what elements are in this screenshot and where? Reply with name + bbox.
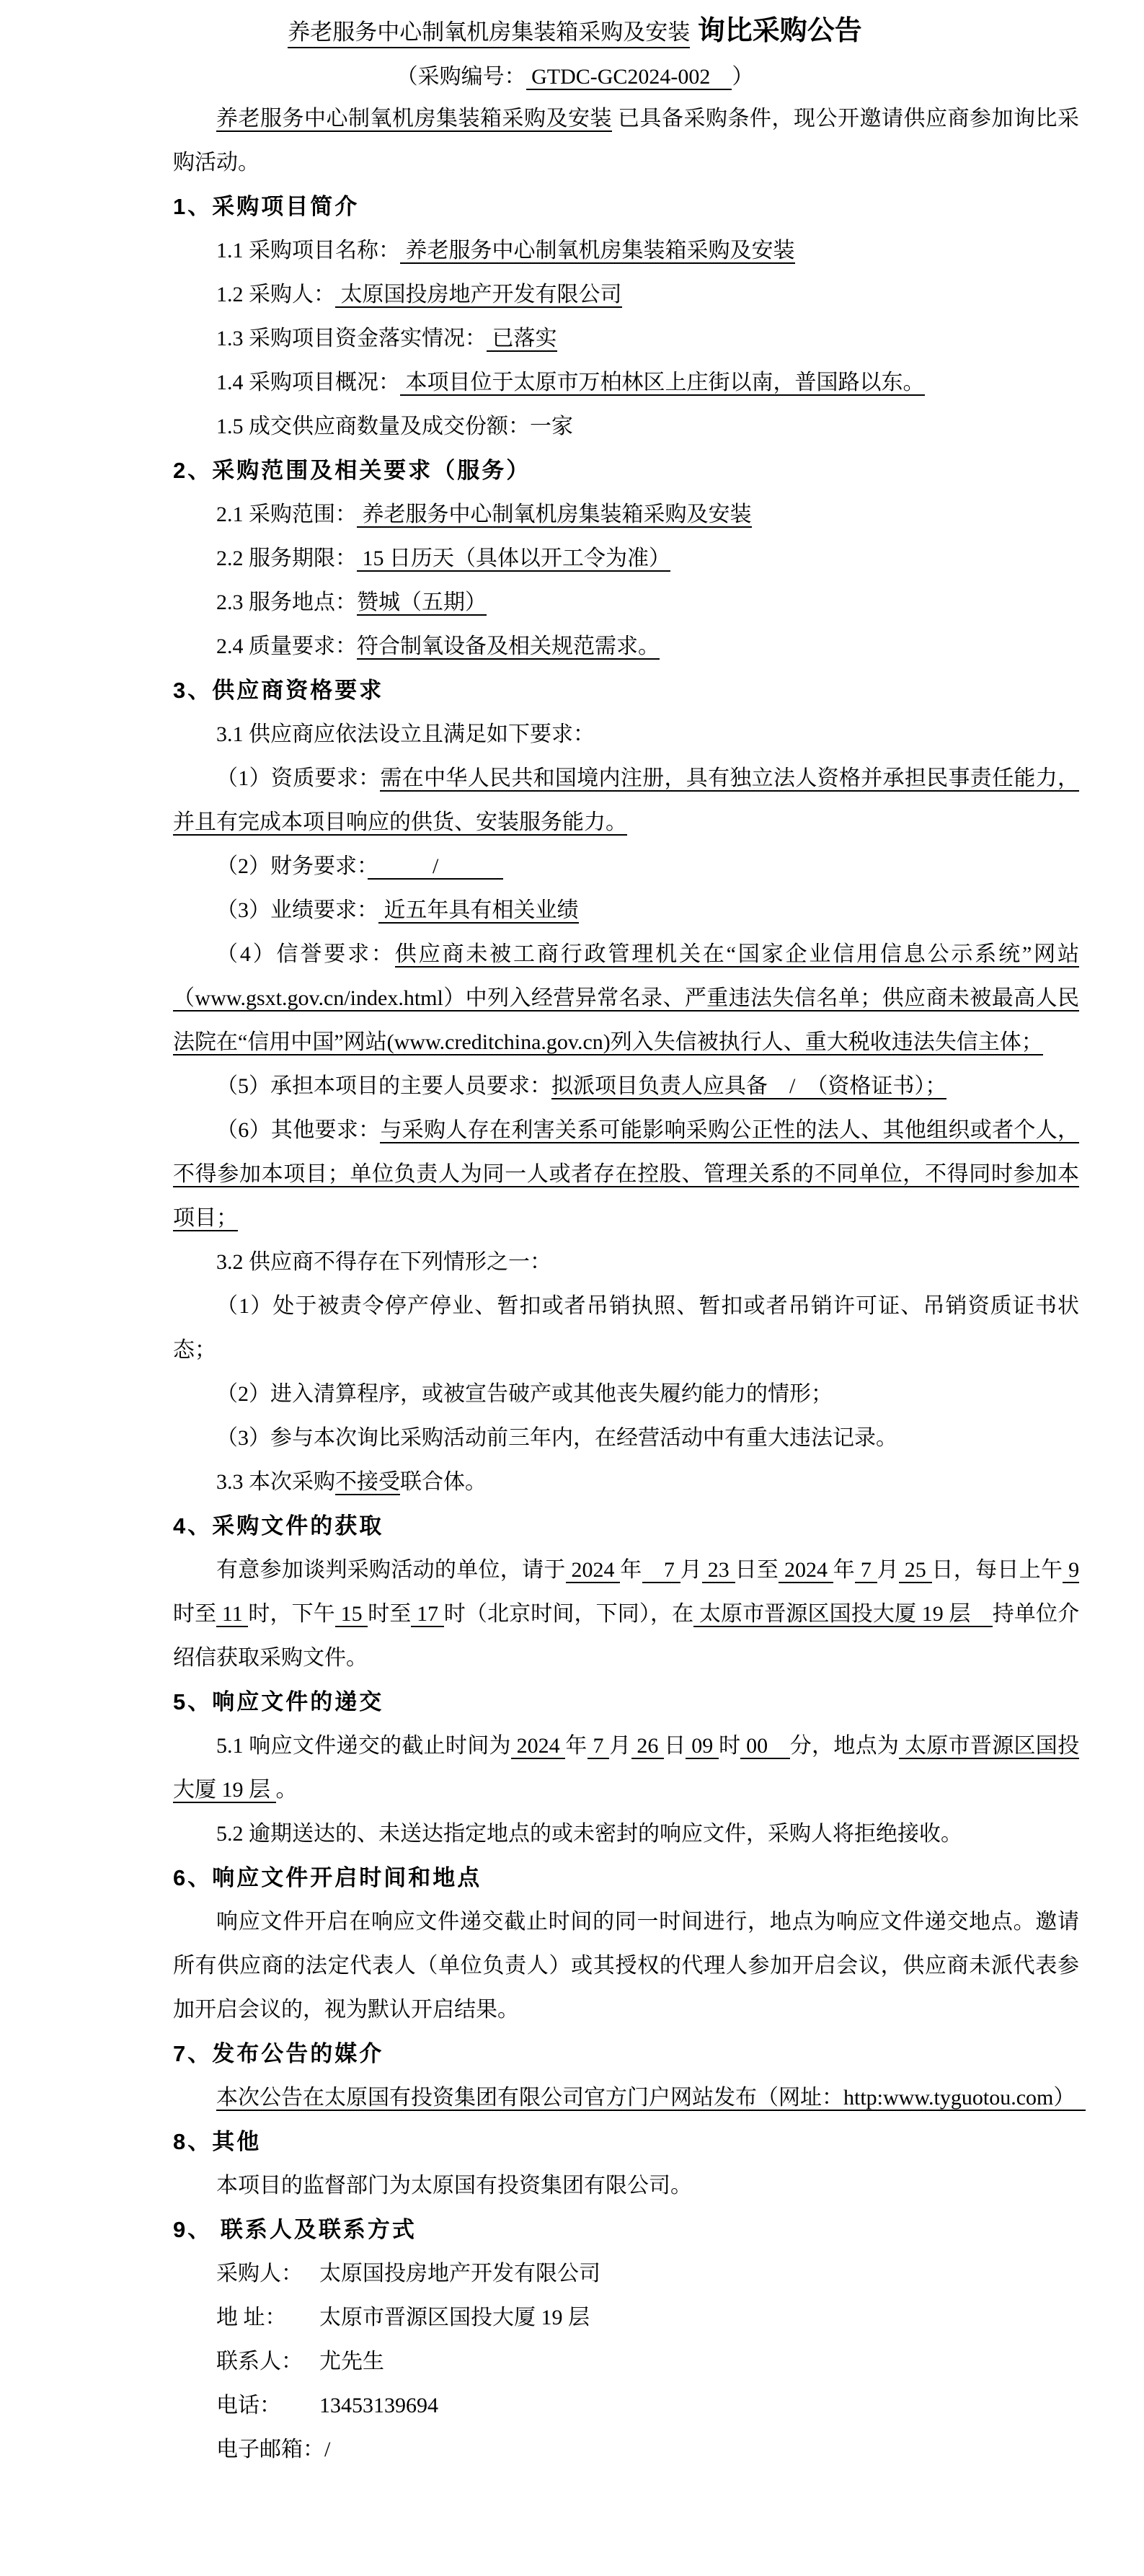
paragraph (173, 317, 1079, 360)
paragraph (173, 273, 1079, 317)
text-run: 4、采购文件的获取 (173, 1513, 384, 1539)
contact-value: 太原市晋源区国投大厦 19 层 (319, 2306, 590, 2329)
text-run: 。 (275, 1778, 298, 1802)
text-run: 联合体。 (400, 1470, 487, 1494)
underlined-text: 本项目位于太原市万柏林区上庄街以南，普国路以东。 (400, 371, 925, 394)
text-run: 3.2 供应商不得存在下列情形之一： (216, 1250, 551, 1274)
contact-line (173, 2340, 1079, 2384)
text-run: 年 (565, 1734, 587, 1758)
procurement-number: GTDC-GC2024-002 (526, 65, 732, 89)
text-run: （5）承担本项目的主要人员要求： (216, 1074, 551, 1098)
underlined-text: 需在中华人民共和国境内注册，具有独立法人资格并承担民事责任能力，并且有完成本项目响应的供货、安装服务能力。 (173, 766, 1080, 834)
underlined-text: 养老服务中心制氧机房集装箱采购及安装 (400, 239, 795, 262)
underlined-text: 26 (631, 1734, 665, 1758)
document-body (173, 97, 1086, 2471)
contact-label: 电话： (216, 2394, 281, 2417)
paragraph (173, 932, 1079, 1064)
contact-line (173, 2384, 1079, 2427)
text-run: 3.3 本次采购 (216, 1470, 335, 1494)
section-heading (173, 2208, 1079, 2252)
contact-value: / (324, 2438, 331, 2461)
underlined-text: 09 (686, 1734, 719, 1758)
paragraph (173, 536, 1079, 580)
text-run: 年 (833, 1558, 856, 1582)
paragraph (173, 1064, 1079, 1108)
underlined-text: 本次公告在太原国有投资集团有限公司官方门户网站发布（网址：http:www.tyguotou.com） (216, 2086, 1086, 2110)
text-run: 6、响应文件开启时间和地点 (173, 1865, 482, 1890)
paragraph (173, 624, 1079, 668)
text-run: （2）进入清算程序，或被宣告破产或其他丧失履约能力的情形； (216, 1382, 833, 1406)
text-run: 5、响应文件的递交 (173, 1689, 384, 1714)
underlined-text: 赞城（五期） (357, 590, 487, 614)
paragraph (173, 1372, 1079, 1416)
contact-line (173, 2296, 1079, 2340)
underlined-text: 23 (701, 1558, 735, 1582)
text-run: 3.1 供应商应依法设立且满足如下要求： (216, 722, 595, 746)
underlined-text: 养老服务中心制氧机房集装箱采购及安装 (216, 107, 612, 130)
text-run: 5.1 响应文件递交的截止时间为 (216, 1734, 511, 1758)
text-run: 月 (609, 1734, 631, 1758)
paragraph (173, 2164, 1079, 2208)
text-run: （2）财务要求： (216, 854, 368, 878)
text-run: 1.4 采购项目概况： (216, 371, 400, 394)
text-run: 时至 (173, 1602, 217, 1626)
underlined-text: 17 (411, 1602, 444, 1626)
paragraph (173, 1548, 1079, 1680)
underlined-text: 太原国投房地产开发有限公司 (335, 283, 622, 306)
text-run: 日，每日上午 (931, 1558, 1063, 1582)
underlined-text: 太原市晋源区国投大厦 19 层 (173, 1734, 1080, 1802)
underlined-text: / (368, 854, 504, 878)
text-run: 本项目的监督部门为太原国有投资集团有限公司。 (216, 2174, 692, 2197)
text-run: 时 (719, 1734, 741, 1758)
paragraph (173, 1240, 1079, 1284)
section-heading (173, 1856, 1079, 1900)
title-project-name: 养老服务中心制氧机房集装箱采购及安装 (288, 19, 690, 48)
underlined-text: 00 (740, 1734, 790, 1758)
underlined-text: 已落实 (487, 327, 557, 350)
text-run: 月 (680, 1558, 702, 1582)
paragraph (173, 229, 1079, 273)
paragraph (173, 844, 1079, 888)
text-run: （6）其他要求： (216, 1118, 381, 1142)
contact-label: 电子邮箱： (216, 2438, 324, 2461)
text-run: 1.3 采购项目资金落实情况： (216, 327, 487, 350)
underlined-text: 近五年具有相关业绩 (378, 898, 579, 922)
text-run: 时（北京时间，下同），在 (443, 1602, 694, 1626)
paragraph (173, 756, 1079, 844)
section-heading (173, 2120, 1079, 2164)
text-run: 月 (877, 1558, 899, 1582)
paragraph (173, 1900, 1079, 2032)
paragraph (173, 1108, 1079, 1240)
document-title (122, 10, 1028, 58)
paragraph (173, 888, 1079, 932)
text-run: 1.2 采购人： (216, 283, 335, 306)
underlined-text: 7 (855, 1558, 877, 1582)
text-run: 1、采购项目简介 (173, 194, 360, 219)
contact-value: 13453139694 (319, 2394, 438, 2417)
text-run: 1.5 成交供应商数量及成交份额：一家 (216, 415, 573, 438)
contact-line (173, 2427, 1079, 2471)
paragraph (173, 97, 1079, 185)
procurement-number-prefix: （采购编号： (396, 65, 526, 89)
text-run: 2.1 采购范围： (216, 503, 357, 526)
contact-label: 联系人： (216, 2350, 303, 2373)
procurement-number-suffix: ） (732, 65, 754, 89)
section-heading (173, 448, 1079, 492)
text-run: （4）信誉要求： (216, 942, 395, 966)
text-run: 9、 联系人及联系方式 (173, 2217, 417, 2242)
text-run: 8、其他 (173, 2129, 262, 2154)
underlined-text: 拟派项目负责人应具备 / （资格证书）； (551, 1074, 947, 1098)
underlined-text: 15 (334, 1602, 368, 1626)
section-heading (173, 1680, 1079, 1724)
contact-label: 地 址： (216, 2306, 287, 2329)
text-run: 有意参加谈判采购活动的单位，请于 (216, 1558, 566, 1582)
text-run: 已具备采购条件，现公开邀请供应商参加询比采购活动。 (173, 107, 1079, 174)
paragraph (173, 360, 1079, 404)
paragraph (173, 712, 1079, 756)
underlined-text: 2024 (779, 1558, 833, 1582)
text-run: 日至 (735, 1558, 779, 1582)
text-run: 1.1 采购项目名称： (216, 239, 400, 262)
underlined-text: 太原市晋源区国投大厦 19 层 (693, 1602, 993, 1626)
text-run: （1）处于被责令停产停业、暂扣或者吊销执照、暂扣或者吊销许可证、吊销资质证书状态； (173, 1294, 1079, 1362)
paragraph (173, 580, 1079, 624)
underlined-text: 7 (642, 1558, 680, 1582)
underlined-text: 15 日历天（具体以开工令为准） (357, 546, 670, 570)
underlined-text: 2024 (565, 1558, 621, 1582)
underlined-text: 9 (1063, 1558, 1080, 1582)
contact-line (173, 2252, 1079, 2296)
underlined-text: 不接受 (335, 1470, 400, 1494)
text-run: 2、采购范围及相关要求（服务） (173, 458, 531, 483)
text-run: 3、供应商资格要求 (173, 678, 384, 703)
underlined-text: 11 (216, 1602, 249, 1626)
text-run: 年 (620, 1558, 642, 1582)
text-run: 时，下午 (248, 1602, 335, 1626)
paragraph (173, 404, 1079, 448)
text-run: 2.3 服务地点： (216, 590, 357, 614)
text-run: （3）参与本次询比采购活动前三年内，在经营活动中有重大违法记录。 (216, 1426, 897, 1450)
paragraph (173, 492, 1079, 536)
text-run: 日 (664, 1734, 686, 1758)
underlined-text: 与采购人存在利害关系可能影响采购公正性的法人、其他组织或者个人，不得参加本项目；单位负责人为同一人或者存在控股、管理关系的不同单位，不得同时参加本项目； (173, 1118, 1080, 1230)
text-run: 5.2 逾期送达的、未送达指定地点的或未密封的响应文件，采购人将拒绝接收。 (216, 1822, 962, 1846)
paragraph (173, 1416, 1079, 1460)
section-heading (173, 1504, 1079, 1548)
procurement-number-line (122, 58, 1028, 97)
contact-value: 太原国投房地产开发有限公司 (319, 2262, 600, 2285)
underlined-text: 2024 (510, 1734, 566, 1758)
contact-value: 尤先生 (319, 2350, 384, 2373)
paragraph (173, 1284, 1079, 1372)
underlined-text: 7 (587, 1734, 610, 1758)
text-run: 2.4 质量要求： (216, 634, 357, 658)
paragraph (173, 1812, 1079, 1856)
text-run: 7、发布公告的媒介 (173, 2041, 384, 2066)
contact-label: 采购人： (216, 2262, 303, 2285)
text-run: （1）资质要求： (216, 766, 381, 790)
text-run: 持单位介绍信获取采购文件。 (173, 1602, 1080, 1670)
text-run: 分，地点为 (789, 1734, 900, 1758)
paragraph (173, 1724, 1079, 1812)
text-run: 时至 (368, 1602, 412, 1626)
title-announcement-type: 询比采购公告 (690, 16, 862, 46)
paragraph (173, 1460, 1079, 1504)
section-heading (173, 668, 1079, 712)
text-run: （3）业绩要求： (216, 898, 378, 922)
section-heading (173, 185, 1079, 229)
text-run: 响应文件开启在响应文件递交截止时间的同一时间进行，地点为响应文件递交地点。邀请所有供应商的法定代表人（单位负责人）或其授权的代理人参加开启会议，供应商未派代表参加开启会议的，视为默认开启结果。 (173, 1910, 1079, 2022)
underlined-text: 25 (898, 1558, 932, 1582)
underlined-text: 符合制氧设备及相关规范需求。 (357, 634, 660, 658)
underlined-text: 供应商未被工商行政管理机关在“国家企业信用信息公示系统”网站（www.gsxt.gov.cn/index.html）中列入经营异常名录、严重违法失信名单；供应商未被最高人民法院在“信用中国”网站(www.creditchina.gov.cn)列入失信被执行人、重大税收违法失信主体； (173, 942, 1079, 1054)
paragraph (173, 2076, 1086, 2120)
section-heading (173, 2032, 1079, 2076)
underlined-text: 养老服务中心制氧机房集装箱采购及安装 (357, 503, 752, 526)
text-run: 2.2 服务期限： (216, 546, 357, 570)
